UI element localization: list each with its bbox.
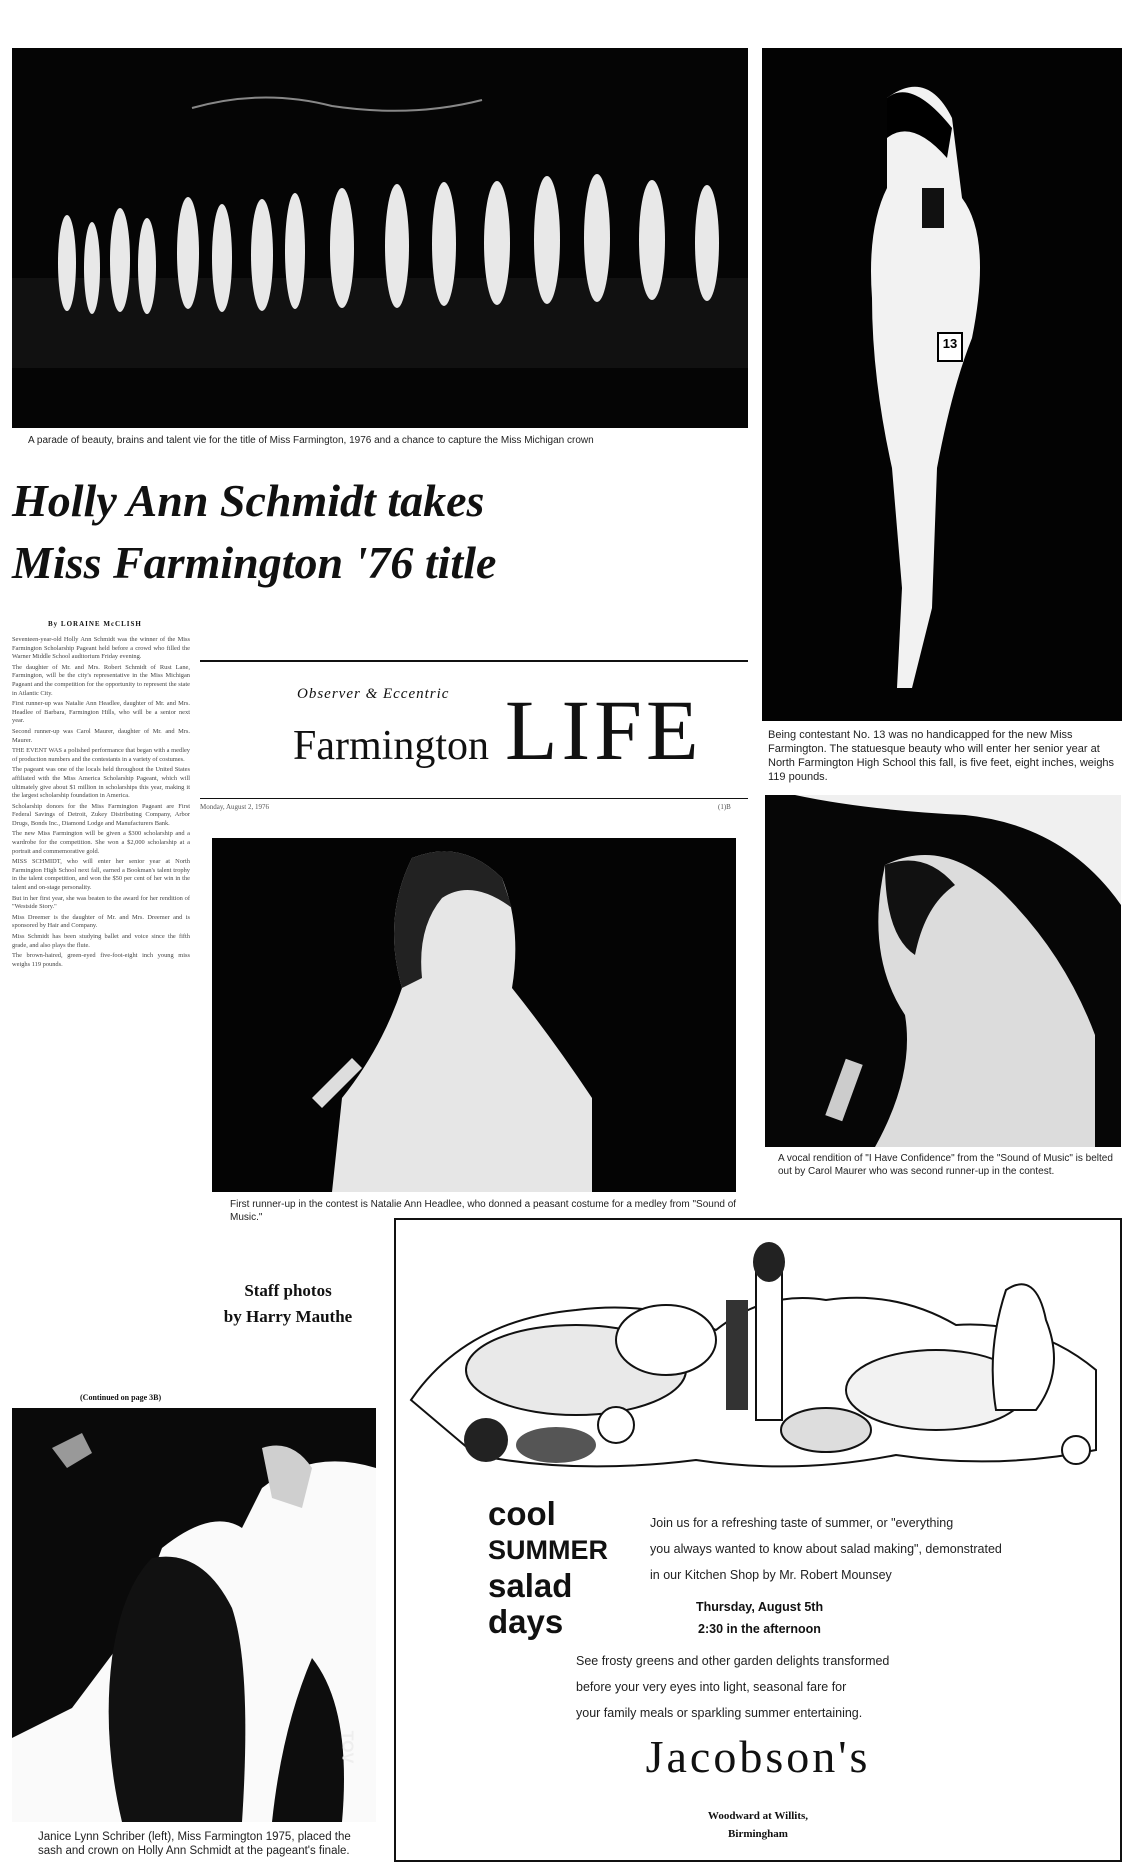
- ad-copy-line-5: before your very eyes into light, seasonal fare for: [576, 1680, 847, 1694]
- article-paragraph: The new Miss Farmington will be given a $300 scholarship and a wardrobe for the competition. She won a $2,000 scholarship at a portrait and commemorative gold.: [12, 830, 190, 855]
- ad-event-date: Thursday, August 5th: [696, 1600, 824, 1614]
- caption-crowning: Janice Lynn Schriber (left), Miss Farmington 1975, placed the sash and crown on Holly Ann Schmidt at the pageant's finale.: [38, 1831, 351, 1857]
- caption-second-runner-up: A vocal rendition of "I Have Confidence" from the "Sound of Music" is belted out by Carol Maurer who was second runner-up in the contest.: [778, 1153, 1113, 1177]
- jacobsons-salad-ad: [394, 1218, 1122, 1862]
- article-headline: [12, 470, 672, 594]
- photo-first-runner-up: [212, 838, 736, 1192]
- article-paragraph: First runner-up was Natalie Ann Headlee, daughter of Mr. and Mrs. Headlee of Barbara, Farmington Hills, who will be a senior next year.: [12, 700, 190, 725]
- article-paragraph: Second runner-up was Carol Maurer, daughter of Mr. and Mrs. Maurer.: [12, 727, 190, 744]
- photo-crowning: [12, 1408, 376, 1822]
- article-paragraph: MISS SCHMIDT, who will enter her senior year at North Farmington High School next fall, earned a Bookman's talent trophy in the talent competition, and won the $50 per cent of her win in the talent and on-stage personality.: [12, 858, 190, 892]
- article-paragraph: But in her first year, she was beaten to the award for her rendition of "Westside Story.": [12, 894, 190, 911]
- ad-copy-line-6: your family meals or sparkling summer entertaining.: [576, 1706, 863, 1720]
- ad-brand-logo: Jacobson's: [645, 1731, 871, 1782]
- article-paragraph: THE EVENT WAS a polished performance that began with a medley of production numbers and the contestants in a variety of costumes.: [12, 747, 190, 763]
- article-paragraph: Miss Schmidt has been studying ballet and voice since the fifth grade, and also plays the flute.: [12, 933, 190, 949]
- photo-second-runner-up: [765, 795, 1121, 1147]
- article-paragraph: The pageant was one of the locals held throughout the United States affiliated with the Miss America Scholarship Pageant, which will ultimately give about $1 million in scholarships this year, making it the largest scholarship foundation in America.: [12, 766, 190, 800]
- masthead-rule-top: [200, 660, 748, 662]
- staff-credit-line-1: Staff photos: [244, 1281, 332, 1300]
- contestant-number-tag: 13: [942, 336, 958, 351]
- article-paragraph: The daughter of Mr. and Mrs. Robert Schmidt of Rust Lane, Farmington, will be the city's representative in the Miss Michigan Pageant and the competition for the opportunity to represent the state in Atlantic City.: [12, 663, 190, 697]
- ad-title-line-2: SUMMER: [488, 1535, 608, 1565]
- ad-copy-line-4: See frosty greens and other garden delights transformed: [576, 1654, 890, 1668]
- masthead-rule-bottom: [200, 798, 748, 799]
- ad-event-time: 2:30 in the afternoon: [698, 1622, 821, 1636]
- ad-copy-line-2: you always wanted to know about salad making", demonstrated: [650, 1542, 1002, 1556]
- article-paragraph: Seventeen-year-old Holly Ann Schmidt was the winner of the Miss Farmington Scholarship Pageant held before a crowd who filled the Warner Middle School auditorium Friday evening.: [12, 636, 190, 661]
- ad-copy-line-3: in our Kitchen Shop by Mr. Robert Mounsey: [650, 1568, 892, 1582]
- ad-address-line-1: Woodward at Willits,: [707, 1810, 809, 1822]
- masthead-date: Monday, August 2, 1976: [200, 803, 269, 811]
- masthead-town: Farmington: [293, 723, 489, 769]
- staff-credit-line-2: by Harry Mauthe: [223, 1307, 353, 1326]
- staff-photo-credit: [198, 1278, 378, 1330]
- ad-address-line-2: Birmingham: [728, 1828, 788, 1840]
- ad-title: [488, 1496, 608, 1640]
- caption-contestant-13: Being contestant No. 13 was no handicapped for the new Miss Farmington. The statuesque beauty who will enter her senior year at North Farmington High School this fall, is five feet, eight inches, weighs 119 pounds.: [768, 729, 1115, 783]
- headline-line-1: Holly Ann Schmidt takes: [12, 475, 485, 526]
- ad-title-line-4: days: [488, 1603, 564, 1640]
- sash-lettering: TOV: [338, 1730, 356, 1764]
- article-paragraph: The brown-haired, green-eyed five-foot-eight inch young miss weighs 119 pounds.: [12, 952, 190, 968]
- masthead-section-title: LIFE: [505, 682, 703, 778]
- article-paragraph: Miss Dreemer is the daughter of Mr. and Mrs. Dreemer and is sponsored by Hair and Company.: [12, 913, 190, 930]
- continued-note: (Continued on page 3B): [80, 1393, 162, 1402]
- ad-title-line-3: salad: [488, 1567, 573, 1604]
- salad-illustration: [396, 1230, 1120, 1480]
- ad-copy-line-1: Join us for a refreshing taste of summer, or "everything: [650, 1516, 954, 1530]
- masthead-page-number: (1)B: [718, 803, 731, 811]
- article-body: [12, 636, 190, 1396]
- caption-first-runner-up: First runner-up in the contest is Natalie Ann Headlee, who donned a peasant costume for a medley from "Sound of Music.": [230, 1199, 737, 1223]
- article-paragraph: Scholarship donors for the Miss Farmington Pageant are First Federal Savings of Detroit, Zukey Distributing Company, Arbor Drugs, Bonds Inc., Diamond Lodge and Manufacturers Bank.: [12, 802, 190, 827]
- article-byline: By LORAINE McCLISH: [48, 620, 142, 628]
- photo-contestant-13: [762, 48, 1122, 721]
- masthead-newspaper-name: Observer & Eccentric: [297, 686, 450, 702]
- caption-pageant-parade: A parade of beauty, brains and talent vie for the title of Miss Farmington, 1976 and a chance to capture the Miss Michigan crown: [28, 435, 594, 446]
- headline-line-2: Miss Farmington '76 title: [12, 537, 497, 588]
- photo-pageant-parade: [12, 48, 748, 428]
- ad-title-line-1: cool: [488, 1495, 556, 1532]
